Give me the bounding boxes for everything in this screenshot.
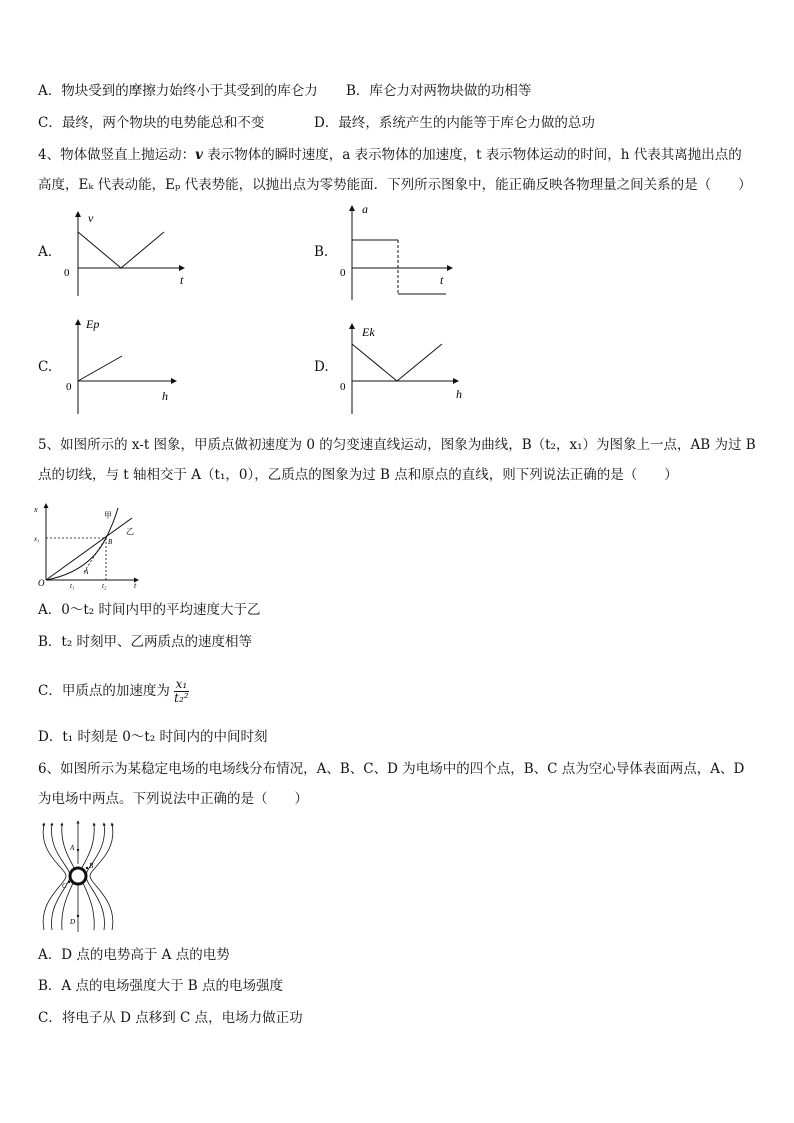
point-b-label: B <box>108 538 113 546</box>
origin-label: 0 <box>340 381 346 393</box>
origin-label: 0 <box>64 267 70 279</box>
q5-xt-figure <box>34 500 144 590</box>
t2-label: t₂ <box>102 582 107 590</box>
q4-graph-d <box>334 318 474 418</box>
ek-h-curve <box>352 344 442 381</box>
point-b-label: B <box>89 862 94 870</box>
point-b-dot <box>86 867 88 869</box>
q4-option-a-label: A. <box>38 244 53 260</box>
q4-option-c-label: C. <box>38 359 53 375</box>
fraction-numerator: x₁ <box>175 677 188 691</box>
y-axis-label: Ek <box>362 325 375 339</box>
origin-label: 0 <box>340 267 346 279</box>
y-axis-label: v <box>88 211 94 225</box>
x-label: x <box>34 505 38 514</box>
origin-label: O <box>38 578 45 588</box>
q6-stem-line2: 为电场中两点。下列说法中正确的是（ ） <box>38 791 308 807</box>
point-c-dot <box>68 881 70 883</box>
q5-option-c-text: C．甲质点的加速度为 <box>38 683 170 699</box>
q5-option-d: D．t₁ 时刻是 0～t₂ 时间内的中间时刻 <box>38 729 268 745</box>
q5-stem-line2: 点的切线，与 t 轴相交于 A（t₁，0），乙质点的图象为过 B 点和原点的直线，则下列说法正确的是（ ） <box>38 467 678 483</box>
q4-graph-a <box>60 206 200 302</box>
point-d-label: D <box>70 918 76 926</box>
q3-option-b: B．库仑力对两物块做的功相等 <box>346 83 532 99</box>
t-label: t <box>134 581 137 590</box>
hollow-conductor <box>70 868 86 884</box>
x-axis-label: h <box>456 387 462 401</box>
q4-stem-line2: 高度，Eₖ 代表动能，Eₚ 代表势能，以抛出点为零势能面．下列所示图象中，能正确反映各物理量之间关系的是（ ） <box>38 177 752 193</box>
q4-stem-prefix: 4、物体做竖直上抛运动： <box>38 147 196 163</box>
origin-label: 0 <box>66 381 72 393</box>
yi-line <box>46 518 132 580</box>
q6-field-line-figure <box>36 820 120 934</box>
point-a-dot <box>77 849 79 851</box>
q6-stem-line1: 6、如图所示为某稳定电场的电场线分布情况，A、B、C、D 为电场中的四个点，B、C 点为空心导体表面两点，A、D <box>38 761 745 777</box>
q5-stem-line1: 5、如图所示的 x-t 图象，甲质点做初速度为 0 的匀变速直线运动，图象为曲线，B（t₂，x₁）为图象上一点，AB 为过 B <box>38 437 756 453</box>
q5-option-c <box>38 678 189 705</box>
q4-option-d-label: D. <box>314 359 329 375</box>
x-axis-label: t <box>180 273 184 287</box>
point-d-dot <box>77 915 79 917</box>
q4-v-symbol: v <box>195 147 203 163</box>
q6-option-c: C．将电子从 D 点移到 C 点，电场力做正功 <box>38 1010 303 1026</box>
q4-stem-line1 <box>38 146 742 164</box>
point-a-label: A <box>84 568 89 576</box>
q5-option-b: B．t₂ 时刻甲、乙两质点的速度相等 <box>38 634 253 650</box>
jia-label: 甲 <box>104 511 112 520</box>
q4-option-b-label: B. <box>314 244 329 260</box>
v-t-curve <box>78 232 164 268</box>
y-axis-label: Ep <box>86 317 100 331</box>
point-a-label: A <box>70 844 75 852</box>
q3-option-d: D．最终，系统产生的内能等于库仑力做的总功 <box>314 115 595 131</box>
q5-option-c-fraction <box>174 678 188 705</box>
q3-option-c: C．最终，两个物块的电势能总和不变 <box>38 115 265 131</box>
t1-label: t₁ <box>70 582 75 590</box>
yi-label: 乙 <box>126 527 134 536</box>
q4-graph-c <box>60 314 190 418</box>
x-axis-label: t <box>440 273 444 287</box>
fraction-denominator: t₂² <box>174 691 189 705</box>
x-axis-label: h <box>162 389 168 403</box>
q6-option-a: A．D 点的电势高于 A 点的电势 <box>38 947 230 963</box>
q6-option-b: B．A 点的电场强度大于 B 点的电场强度 <box>38 978 283 994</box>
q4-graph-b <box>334 200 464 304</box>
y-axis-label: a <box>362 202 368 216</box>
x1-label: x₁ <box>34 535 40 543</box>
q4-stem-rest: 表示物体的瞬时速度，a 表示物体的加速度，t 表示物体运动的时间，h 代表其离抛出点的 <box>207 147 742 163</box>
ep-h-line <box>78 356 122 381</box>
q5-option-a: A．0～t₂ 时间内甲的平均速度大于乙 <box>38 602 261 618</box>
q3-option-a: A．物块受到的摩擦力始终小于其受到的库仑力 <box>38 83 318 99</box>
point-c-label: C <box>62 882 67 890</box>
